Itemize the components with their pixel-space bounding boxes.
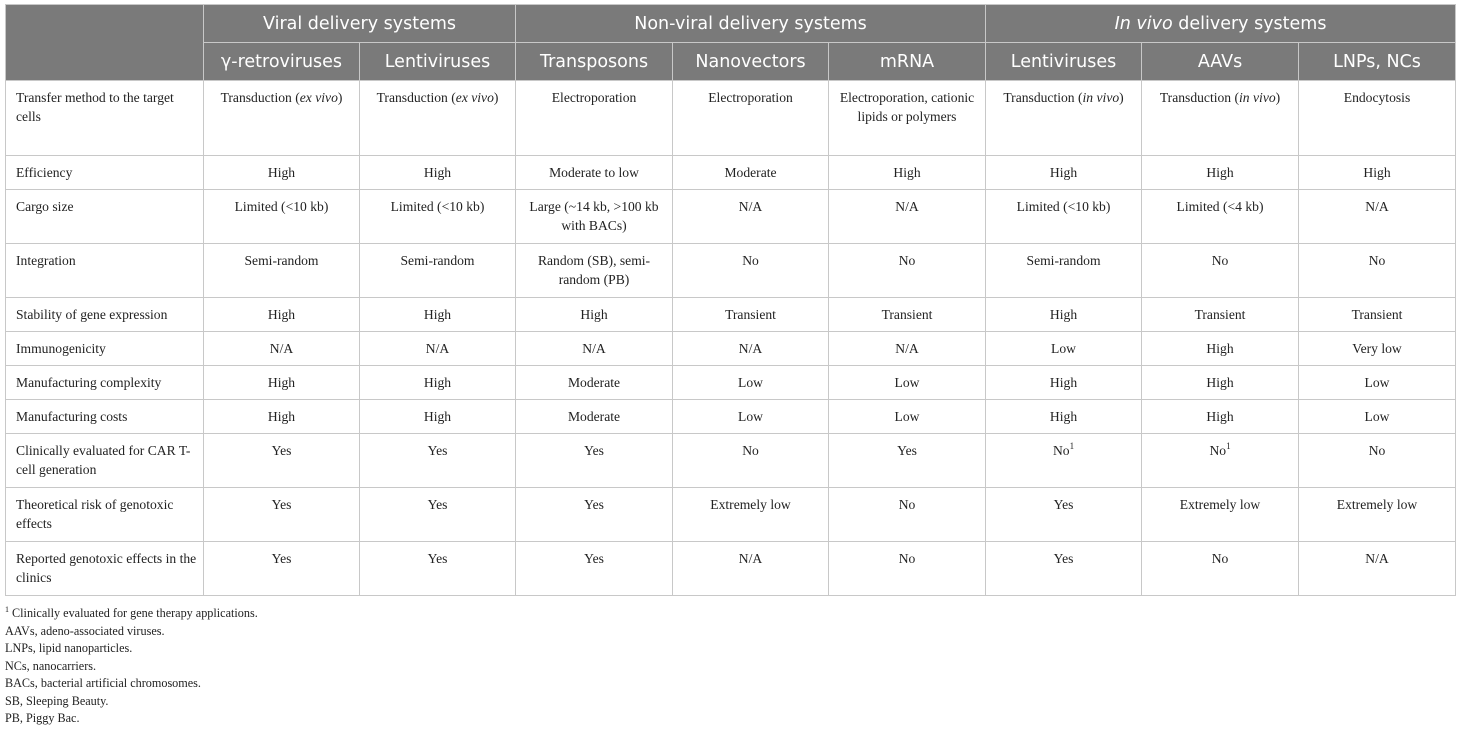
abbrev-bac: BACs, bacterial artificial chromosomes.	[5, 676, 201, 690]
table-cell	[986, 190, 1142, 244]
table-cell	[829, 366, 986, 400]
table-cell	[673, 488, 829, 542]
cell-text: Limited (<10 kb)	[1016, 199, 1111, 214]
cell-text: Transient	[881, 307, 933, 322]
abbrev-sb: SB, Sleeping Beauty.	[5, 693, 109, 708]
cell-text: Transient	[1351, 307, 1403, 322]
table-body	[6, 81, 1456, 596]
cell-text: Limited (<10 kb)	[390, 199, 485, 214]
table-cell	[1142, 400, 1299, 434]
row-label: Manufacturing complexity	[6, 366, 204, 400]
table-cell	[360, 156, 516, 190]
table-cell	[986, 542, 1142, 596]
footnote-marker: 1	[1226, 441, 1231, 451]
row-label: Efficiency	[6, 156, 204, 190]
table-cell	[1299, 542, 1456, 596]
table-cell	[986, 434, 1142, 488]
footnote-1-mark: 1	[5, 605, 9, 614]
cell-text: Yes	[271, 551, 292, 566]
table-cell	[516, 366, 673, 400]
cell-text-suffix: )	[1275, 90, 1281, 105]
cell-text: Limited (<10 kb)	[234, 199, 329, 214]
cell-text: Extremely low	[1336, 497, 1418, 512]
column-header: Lentiviruses	[360, 43, 516, 81]
table-row	[6, 81, 1456, 156]
table-cell	[1142, 244, 1299, 298]
cell-text: No	[1368, 443, 1386, 458]
column-header: mRNA	[829, 43, 986, 81]
cell-text: No	[1368, 253, 1386, 268]
cell-text: High	[423, 409, 452, 424]
table-cell	[829, 434, 986, 488]
table-cell	[1142, 434, 1299, 488]
table-cell	[673, 190, 829, 244]
cell-text: High	[423, 375, 452, 390]
table-cell	[516, 244, 673, 298]
table-cell	[1142, 190, 1299, 244]
cell-text: High	[1049, 307, 1078, 322]
table-cell	[204, 244, 360, 298]
table-cell	[986, 244, 1142, 298]
delivery-systems-table	[5, 4, 1456, 596]
footnotes	[5, 605, 805, 728]
column-header: Transposons	[516, 43, 673, 81]
footnote-marker: 1	[1069, 441, 1075, 451]
cell-text: Low	[738, 409, 763, 424]
cell-text: Yes	[1053, 497, 1074, 512]
cell-text: N/A	[1365, 551, 1389, 566]
cell-text-italic: ex vivo	[299, 90, 338, 105]
table-cell	[673, 156, 829, 190]
cell-text: High	[1206, 165, 1234, 180]
table-cell	[829, 244, 986, 298]
cell-text: Limited (<4 kb)	[1176, 199, 1264, 214]
group-header-viral: Viral delivery systems	[204, 5, 516, 43]
table-cell	[1299, 81, 1456, 156]
row-label: Integration	[6, 244, 204, 298]
table-cell	[1142, 81, 1299, 156]
table-cell	[1142, 156, 1299, 190]
table-cell	[1299, 366, 1456, 400]
row-label: Transfer method to the target cells	[6, 81, 204, 156]
cell-text: Moderate	[567, 409, 621, 424]
cell-text: Extremely low	[710, 497, 791, 512]
cell-text: Transduction (	[376, 90, 456, 105]
table-cell	[360, 542, 516, 596]
table-cell	[829, 332, 986, 366]
cell-text: High	[1206, 341, 1234, 356]
cell-text: N/A	[738, 199, 763, 214]
table-cell	[360, 81, 516, 156]
table-cell	[829, 81, 986, 156]
cell-text: N/A	[425, 341, 450, 356]
table-cell	[204, 156, 360, 190]
cell-text: Low	[894, 409, 920, 424]
table-cell	[1299, 156, 1456, 190]
cell-text: High	[1049, 165, 1078, 180]
table-cell	[829, 190, 986, 244]
cell-text: Yes	[427, 497, 448, 512]
table-cell	[986, 298, 1142, 332]
abbrev-lnp: LNPs, lipid nanoparticles.	[5, 641, 133, 655]
cell-text: High	[1049, 375, 1078, 390]
cell-text: N/A	[582, 341, 606, 356]
cell-text: Endocytosis	[1343, 90, 1411, 105]
cell-text-italic: ex vivo	[455, 90, 494, 105]
cell-text: High	[893, 165, 921, 180]
table-cell	[516, 542, 673, 596]
group-header-invivo-italic: In vivo	[1114, 13, 1173, 34]
table-cell	[516, 298, 673, 332]
cell-text: High	[1049, 409, 1078, 424]
cell-text: Very low	[1352, 341, 1402, 356]
cell-text: Semi-random	[400, 253, 475, 268]
cell-text: High	[580, 307, 608, 322]
cell-text: N/A	[1365, 199, 1389, 214]
table-cell	[829, 400, 986, 434]
table-cell	[986, 366, 1142, 400]
table-cell	[673, 434, 829, 488]
cell-text: Transient	[725, 307, 776, 322]
table-cell	[1299, 298, 1456, 332]
cell-text: N/A	[895, 199, 919, 214]
cell-text: Yes	[584, 443, 604, 458]
table-cell	[673, 332, 829, 366]
cell-text: No	[1052, 443, 1070, 458]
table-cell	[1142, 332, 1299, 366]
table-row	[6, 542, 1456, 596]
table-cell	[1299, 332, 1456, 366]
cell-text: Yes	[427, 443, 448, 458]
cell-text: No	[1209, 443, 1227, 458]
table-cell	[1142, 298, 1299, 332]
table-row	[6, 156, 1456, 190]
cell-text: No	[1211, 551, 1229, 566]
table-cell	[1142, 488, 1299, 542]
table-cell	[516, 488, 673, 542]
table-cell	[204, 81, 360, 156]
cell-text: High	[267, 307, 296, 322]
table-cell	[986, 400, 1142, 434]
cell-text: High	[423, 307, 452, 322]
cell-text: Electroporation, cationic lipids or polymers	[839, 90, 975, 124]
group-header-invivo	[986, 5, 1456, 43]
table-row	[6, 332, 1456, 366]
table-cell	[360, 488, 516, 542]
table-cell	[360, 332, 516, 366]
table-cell	[1299, 190, 1456, 244]
footnote-1-text: Clinically evaluated for gene therapy applications.	[9, 606, 258, 620]
table-cell	[516, 434, 673, 488]
table-cell	[829, 488, 986, 542]
cell-text: High	[267, 165, 296, 180]
table-header	[6, 5, 1456, 81]
row-label: Immunogenicity	[6, 332, 204, 366]
table-row	[6, 434, 1456, 488]
cell-text: Moderate	[567, 375, 621, 390]
table-cell	[986, 488, 1142, 542]
row-label: Cargo size	[6, 190, 204, 244]
table-cell	[829, 298, 986, 332]
cell-text: Large (~14 kb, >100 kb with BACs)	[529, 199, 659, 233]
column-header: AAVs	[1142, 43, 1299, 81]
cell-text-suffix: )	[1119, 90, 1124, 105]
table-cell	[673, 366, 829, 400]
cell-text: N/A	[269, 341, 294, 356]
cell-text: Moderate	[724, 165, 777, 180]
table-cell	[986, 81, 1142, 156]
cell-text: No	[742, 443, 759, 458]
table-cell	[360, 298, 516, 332]
group-header-nonviral: Non-viral delivery systems	[516, 5, 986, 43]
cell-text-suffix: )	[337, 90, 343, 105]
cell-text: Yes	[584, 551, 604, 566]
row-label: Manufacturing costs	[6, 400, 204, 434]
table-cell	[204, 190, 360, 244]
cell-text: N/A	[738, 551, 763, 566]
table-cell	[1299, 400, 1456, 434]
cell-text: Yes	[427, 551, 448, 566]
cell-text: Random (SB), semi-random (PB)	[537, 253, 651, 287]
cell-text-suffix: )	[493, 90, 499, 105]
cell-text: Low	[1051, 341, 1076, 356]
table-cell	[829, 156, 986, 190]
cell-text: High	[1206, 409, 1234, 424]
table-cell	[204, 400, 360, 434]
table-row	[6, 400, 1456, 434]
table-cell	[1142, 366, 1299, 400]
column-header: Nanovectors	[673, 43, 829, 81]
cell-text: Transduction (	[1159, 90, 1240, 105]
row-label: Theoretical risk of genotoxic effects	[6, 488, 204, 542]
table-cell	[673, 400, 829, 434]
table-cell	[516, 190, 673, 244]
table-cell	[360, 366, 516, 400]
table-cell	[360, 434, 516, 488]
cell-text: No	[898, 551, 916, 566]
table-row	[6, 488, 1456, 542]
table-cell	[673, 81, 829, 156]
cell-text: Extremely low	[1179, 497, 1261, 512]
table-cell	[360, 244, 516, 298]
table-row	[6, 298, 1456, 332]
table-cell	[1299, 434, 1456, 488]
cell-text-italic: in vivo	[1239, 90, 1276, 105]
cell-text: Low	[1364, 409, 1390, 424]
cell-text: Transduction (	[220, 90, 300, 105]
table-cell	[360, 190, 516, 244]
table-cell	[204, 488, 360, 542]
cell-text: Electroporation	[551, 90, 637, 105]
cell-text: No	[898, 497, 916, 512]
table-cell	[204, 434, 360, 488]
cell-text: Yes	[271, 443, 292, 458]
table-cell	[1142, 542, 1299, 596]
table-cell	[673, 244, 829, 298]
table-cell	[1299, 244, 1456, 298]
cell-text: High	[1363, 165, 1391, 180]
cell-text: Low	[1364, 375, 1390, 390]
cell-text: Semi-random	[244, 253, 319, 268]
table-cell	[204, 298, 360, 332]
cell-text: No	[1211, 253, 1229, 268]
table-row	[6, 244, 1456, 298]
column-header: γ-retroviruses	[204, 43, 360, 81]
table-row	[6, 190, 1456, 244]
cell-text: N/A	[738, 341, 763, 356]
cell-text: No	[898, 253, 916, 268]
cell-text: Yes	[1053, 551, 1074, 566]
table-cell	[204, 542, 360, 596]
abbrev-pb: PB, Piggy Bac.	[5, 711, 80, 725]
cell-text: Low	[894, 375, 920, 390]
column-header: Lentiviruses	[986, 43, 1142, 81]
row-label: Clinically evaluated for CAR T-cell generation	[6, 434, 204, 488]
corner-cell	[6, 5, 204, 81]
cell-text: Yes	[584, 497, 604, 512]
cell-text: High	[423, 165, 452, 180]
table-cell	[829, 542, 986, 596]
cell-text: Transient	[1194, 307, 1246, 322]
cell-text: N/A	[895, 341, 919, 356]
table-cell	[516, 156, 673, 190]
table-cell	[986, 332, 1142, 366]
cell-text: High	[1206, 375, 1234, 390]
table-container	[5, 4, 1455, 596]
column-header: LNPs, NCs	[1299, 43, 1456, 81]
cell-text-italic: in vivo	[1082, 90, 1120, 105]
cell-text: No	[742, 253, 759, 268]
row-label: Reported genotoxic effects in the clinics	[6, 542, 204, 596]
table-cell	[204, 366, 360, 400]
table-cell	[516, 400, 673, 434]
footnote-1	[5, 605, 805, 623]
cell-text: Yes	[271, 497, 292, 512]
table-cell	[673, 298, 829, 332]
table-cell	[1299, 488, 1456, 542]
group-header-invivo-rest: delivery systems	[1172, 13, 1327, 34]
cell-text: Electroporation	[708, 90, 793, 105]
cell-text: Transduction (	[1003, 90, 1083, 105]
abbrev-nc: NCs, nanocarriers.	[5, 658, 97, 673]
table-cell	[673, 542, 829, 596]
table-cell	[204, 332, 360, 366]
row-label: Stability of gene expression	[6, 298, 204, 332]
table-cell	[360, 400, 516, 434]
cell-text: High	[267, 375, 296, 390]
cell-text: Yes	[897, 443, 917, 458]
cell-text: Low	[738, 375, 763, 390]
table-row	[6, 366, 1456, 400]
table-cell	[516, 81, 673, 156]
table-cell	[516, 332, 673, 366]
cell-text: Semi-random	[1026, 253, 1101, 268]
cell-text: Moderate to low	[549, 165, 639, 180]
abbrev-aav: AAVs, adeno-associated viruses.	[5, 623, 165, 638]
cell-text: High	[267, 409, 296, 424]
table-cell	[986, 156, 1142, 190]
